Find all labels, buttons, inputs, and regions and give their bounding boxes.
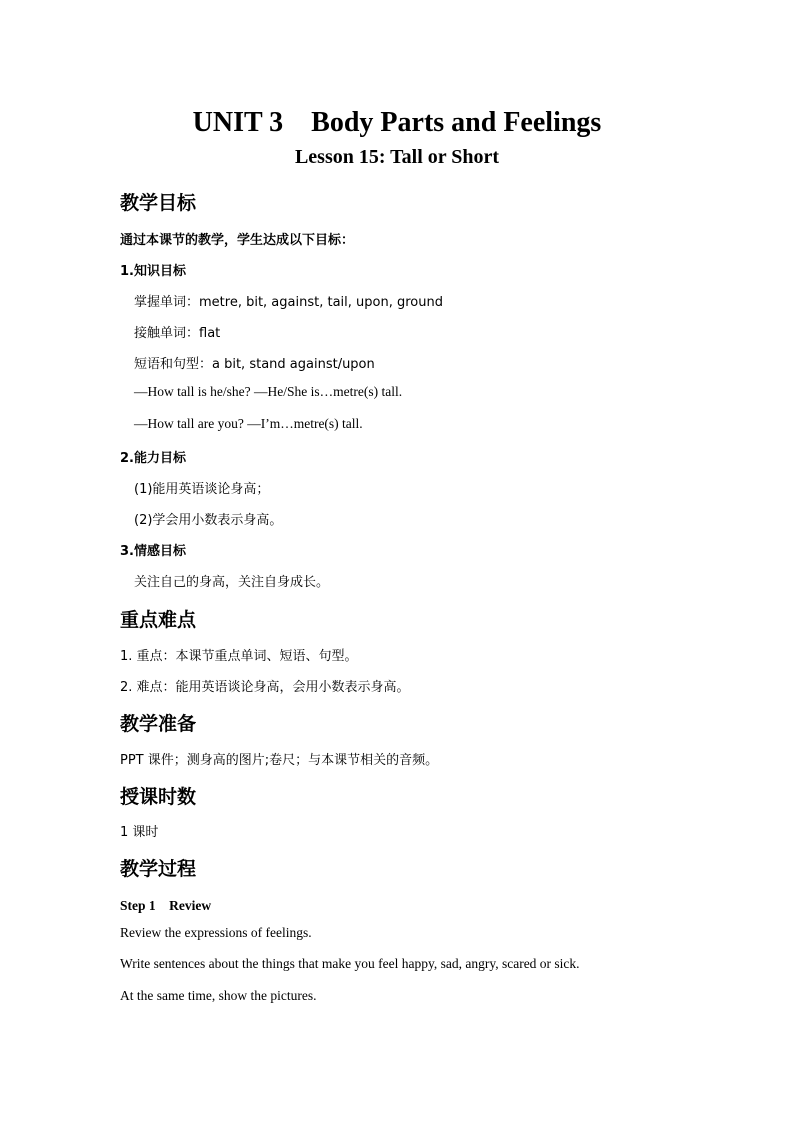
knowledge-line: 掌握单词：metre, bit, against, tail, upon, ground — [134, 295, 443, 310]
ability-heading: 2.能力目标 — [120, 451, 186, 466]
step1-title: Step 1 Review — [120, 898, 212, 913]
key-points-heading: 重点难点 — [120, 609, 197, 631]
knowledge-line: 接触单词：flat — [134, 326, 221, 341]
objectives-heading: 教学目标 — [120, 192, 197, 214]
knowledge-line: 短语和句型：a bit, stand against/upon — [134, 357, 375, 372]
key-point-line: 2. 难点：能用英语谈论身高，会用小数表示身高。 — [120, 680, 410, 695]
preparation-text: PPT 课件；测身高的图片;卷尺；与本课节相关的音频。 — [120, 753, 439, 768]
lesson-title: Lesson 15: Tall or Short — [294, 146, 500, 168]
objectives-intro: 通过本课节的教学，学生达成以下目标： — [120, 233, 355, 248]
emotion-heading: 3.情感目标 — [120, 544, 186, 559]
hours-heading: 授课时数 — [120, 786, 197, 808]
emotion-line: 关注自己的身高，关注自身成长。 — [134, 575, 330, 590]
key-point-line: 1. 重点：本课节重点单词、短语、句型。 — [120, 649, 358, 664]
process-line: At the same time, show the pictures. — [120, 988, 317, 1003]
knowledge-dialogue: —How tall are you? —I’m…metre(s) tall. — [134, 416, 363, 431]
knowledge-heading: 1.知识目标 — [120, 264, 186, 279]
preparation-heading: 教学准备 — [120, 713, 197, 735]
ability-line: (2)学会用小数表示身高。 — [134, 513, 283, 528]
hours-text: 1 课时 — [120, 825, 159, 840]
ability-line: (1)能用英语谈论身高； — [134, 482, 270, 497]
knowledge-dialogue: —How tall is he/she? —He/She is…metre(s) tall. — [134, 384, 403, 399]
process-line: Write sentences about the things that make you feel happy, sad, angry, scared or sick. — [120, 956, 580, 971]
process-line: Review the expressions of feelings. — [120, 925, 312, 940]
unit-title: UNIT 3 Body Parts and Feelings — [192, 107, 602, 138]
process-heading: 教学过程 — [120, 858, 197, 880]
